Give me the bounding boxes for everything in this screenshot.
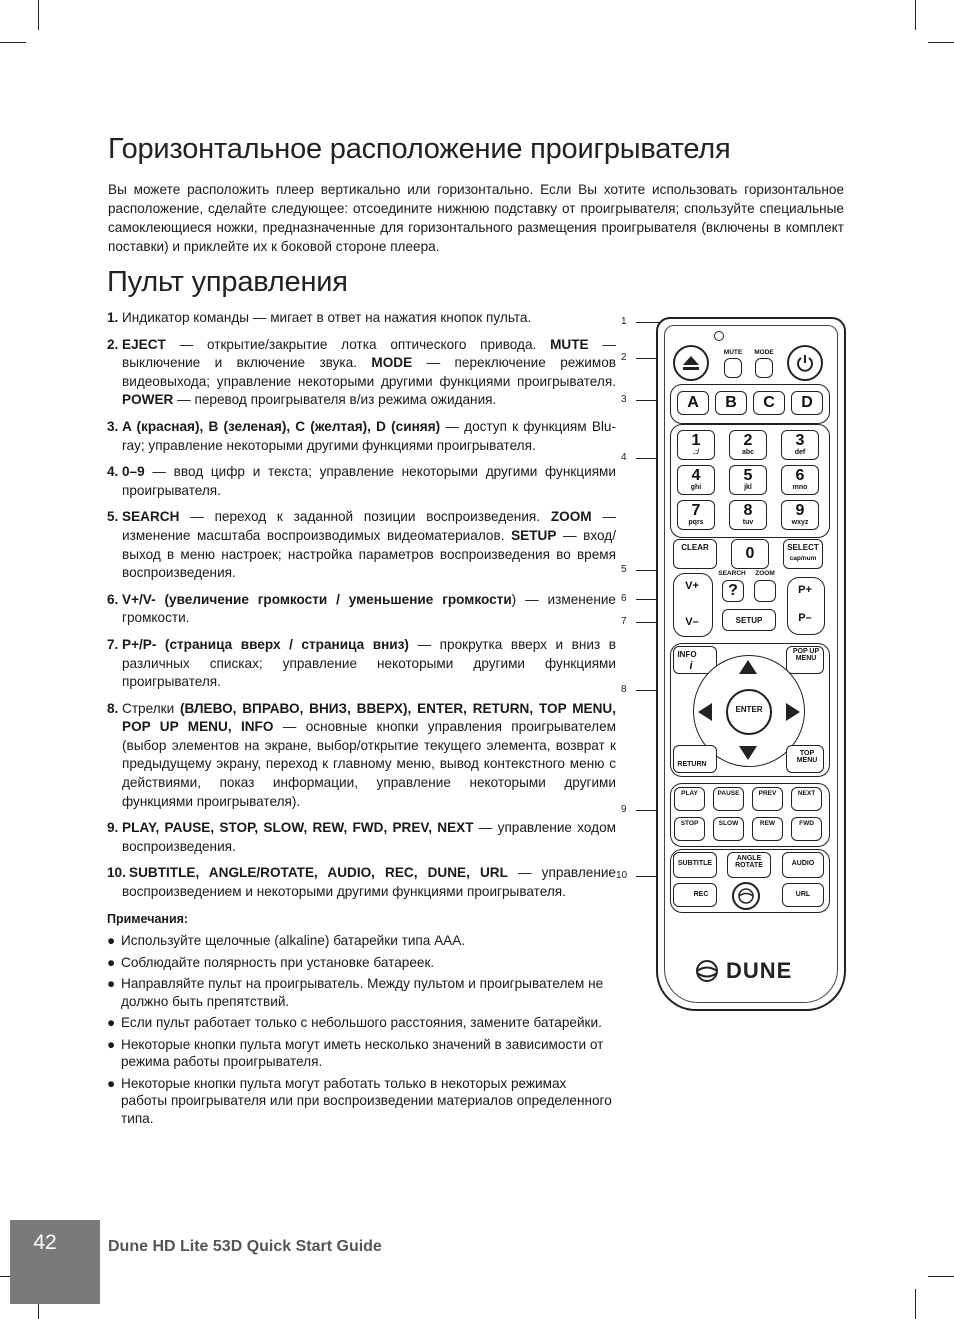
digit-5-button-label: 5 [743,467,753,484]
indicator-led [714,331,724,341]
prev-label: PREV [758,790,777,797]
dune-logo [694,958,792,984]
return-button [673,745,717,773]
angle-rotate-label: ANGLE ROTATE [735,855,763,869]
list-item-text: ) — изменение громкости. [122,591,616,626]
digit-6-button-sublabel: mno [792,484,808,491]
list-item-text: — прокрутка вверх и вниз в различных списках; управление некоторыми другими функциями проигрывателя. [122,636,616,690]
page-down-label: P– [798,612,812,624]
color-button-a [677,391,709,415]
digit-1-button-label: 1 [691,432,701,449]
info-icon: i [689,660,693,672]
subtitle-label: SUBTITLE [677,860,713,867]
digit-8-button-label: 8 [743,502,753,519]
arrow-left-icon [698,703,712,726]
eject-button [673,345,709,381]
digit-3-button [781,430,819,460]
list-item [107,309,616,328]
digit-1-button-sublabel: .:/ [692,449,700,456]
color-button-d [791,391,823,415]
list-item-number: 10. [107,865,126,881]
url-label: URL [795,891,811,898]
zoom-label: ZOOM [755,570,775,577]
callout-number: 6 [621,593,627,604]
list-item-number: 6. [107,591,119,607]
list-item [107,636,616,692]
digit-9-button [781,500,819,530]
list-item-text: — ввод цифр и текста; управление некоторыми другими функциями проигрывателя. [122,464,616,498]
crop-mark [915,1289,916,1319]
bullet-icon: ● [107,1075,116,1091]
list-item-keyword: P+/P- (страница вверх / страница вниз) [122,636,409,652]
digit-5-button-sublabel: jkl [744,484,752,491]
digit-8-button [729,500,767,530]
arrow-up-icon [739,660,757,679]
bullet-icon: ● [107,1015,116,1031]
list-item-keyword: V+/V- (увеличение громкости / уменьшение громкости [122,591,512,607]
page-title: Горизонтальное расположение проигрывателя [108,133,731,165]
list-item-text: — вход/выход в меню настроек; настройка параметров воспроизведения во время воспроизведения. [122,527,616,581]
section-title: Пульт управления [107,266,348,298]
list-item-keyword: SUBTITLE, ANGLE/ROTATE, AUDIO, REC, DUNE, URL [129,865,508,881]
next-label: NEXT [797,790,816,797]
crop-mark [928,1276,954,1277]
digit-9-button-sublabel: wxyz [791,519,809,526]
color-button-a-label: A [687,394,699,411]
color-button-c [753,391,785,415]
note-item [107,1075,616,1128]
digit-2-button-sublabel: abc [741,449,755,456]
list-item-keyword: SETUP [511,527,557,543]
list-item-keyword: MODE [371,355,413,371]
list-item-number: 8. [107,700,119,716]
color-button-d-label: D [801,394,813,411]
note-text: Соблюдайте полярность при установке батареек. [121,954,435,970]
note-text: Используйте щелочные (alkaline) батарейки типа AAA. [121,933,466,949]
bullet-icon: ● [107,954,116,970]
top-menu-label: TOP MENU [796,750,818,764]
zero-button [731,539,769,569]
digit-4-button [677,465,715,495]
list-item-number: 3. [107,418,119,434]
mode-label: MODE [754,349,774,356]
list-item-number: 5. [107,509,119,525]
return-label: RETURN [677,761,707,768]
list-item [107,864,616,901]
color-button-b-label: B [725,394,737,411]
volume-up-label: V+ [685,580,699,592]
crop-mark [0,42,26,43]
list-item-keyword: ZOOM [550,509,592,525]
arrow-down-icon [739,746,757,765]
digit-9-button-label: 9 [795,502,805,519]
bullet-icon: ● [107,976,116,992]
callout-number: 7 [621,616,627,627]
digit-5-button [729,465,767,495]
note-text: Некоторые кнопки пульта могут работать только в некоторых режимах работы проигрывателя или при воспроизведении материалов определенного типа. [121,1075,612,1126]
notes-title: Примечания: [107,911,189,926]
rec-label: REC [693,891,709,898]
list-item-text: — управление ходом воспроизведения. [122,820,616,854]
note-item [107,954,616,972]
callout-number: 2 [621,352,627,363]
crop-mark [38,0,39,30]
fwd-label: FWD [799,820,814,827]
list-item-keyword: SEARCH [122,509,180,525]
dune-logo-text: DUNE [726,958,793,983]
list-item-keyword: A (красная), B (зеленая), C (желтая), D (синяя) [122,418,441,434]
list-item-keyword: EJECT [122,336,166,352]
list-item-number: 4. [107,464,119,480]
clear-label: CLEAR [681,543,709,552]
callout-number: 5 [621,564,627,575]
crop-mark [928,42,954,43]
list-item-number: 2. [107,336,119,352]
search-button [722,580,744,602]
digit-3-button-sublabel: def [794,449,806,456]
page-number: 42 [33,1231,57,1254]
digit-7-button [677,500,715,530]
list-item-keyword: (ВЛЕВО, ВПРАВО, ВНИЗ, ВВЕРХ), ENTER, RETURN, TOP MENU, POP UP MENU, INFO [122,700,616,735]
note-text: Некоторые кнопки пульта могут иметь несколько значений в зависимости от режима работы проигрывателя. [121,1036,604,1070]
dune-logo-icon [694,960,720,982]
color-button-c-label: C [763,394,775,411]
list-item [107,819,616,856]
list-item-keyword: MUTE [550,336,589,352]
list-item-keyword: 0–9 [122,464,145,480]
list-item [107,336,616,410]
digit-4-button-sublabel: ghi [690,484,702,491]
search-label: SEARCH [718,570,746,577]
popup-menu-label: POP UP MENU [792,648,820,662]
digit-6-button [781,465,819,495]
list-item-text: — выключение и включение звука. [122,336,616,371]
crop-mark [915,0,916,30]
note-item [107,932,616,950]
list-item-text: Стрелки [122,700,180,716]
callout-number: 8 [621,684,627,695]
list-item-text: — переход к заданной позиции воспроизведения. [179,509,551,525]
audio-label: AUDIO [791,860,815,867]
digit-4-button-label: 4 [691,467,701,484]
list-item-number: 7. [107,636,119,652]
list-item-text: — переключение режимов видеовыхода; управление некоторыми другими функциями проигрывателя. [122,355,616,389]
power-button [787,345,823,381]
mute-label: MUTE [723,349,743,356]
list-item-keyword: PLAY, PAUSE, STOP, SLOW, REW, FWD, PREV, NEXT [122,820,474,836]
list-item-text: — основные кнопки управления проигрывателем (выбор элементов на экране, выбор/открытие текущего элемента, возврат к предыдущему экрану, переход к главному меню, вывод контекстного меню с действиями, показ информации, управление некоторыми другими функциями проигрывателя). [122,719,617,809]
note-item [107,975,616,1010]
mute-button [724,358,742,378]
info-label: INFO [677,650,697,659]
select-sublabel: cap/num [789,555,817,562]
list-item [107,463,616,500]
arrow-right-icon [786,703,800,726]
intro-paragraph: Вы можете расположить плеер вертикально или горизонтально. Если Вы хотите использовать горизонтальное расположение, сделайте следующее: отсоедините нижнюю подставку от проигрывателя; спользуйте специальные самоклеющиеся ножки, предназначенные для горизонтального размещения проигрывателя (включены в комплект поставки) и приклейте их к боковой стороне плеера. [108,182,844,254]
color-button-b [715,391,747,415]
mode-button [755,358,773,378]
list-item-text: Индикатор команды — мигает в ответ на нажатия кнопок пульта. [122,310,532,325]
digit-7-button-sublabel: pqrs [688,519,704,526]
list-item-keyword: POWER [122,392,174,408]
search-button-label: ? [728,582,738,599]
volume-down-label: V– [685,616,699,628]
callout-number: 9 [621,804,627,815]
callout-number: 10 [616,870,628,881]
digit-1-button [677,430,715,460]
stop-label: STOP [680,820,699,827]
bullet-icon: ● [107,1036,116,1052]
list-item-text: — доступ к функциям Blu-ray; управление некоторыми другими функциями проигрывателя. [122,418,616,453]
page-up-label: P+ [798,584,812,596]
footer-title: Dune HD Lite 53D Quick Start Guide [108,1238,382,1255]
list-item-text: — управление воспроизведением и некоторыми другими функциями проигрывателя. [122,865,616,900]
list-item [107,700,616,812]
list-item-number: 1. [107,310,119,325]
note-item [107,1036,616,1071]
note-text: Направляйте пульт на проигрыватель. Между пультом и проигрывателем не должно быть препятствий. [121,976,604,1009]
select-label: SELECT [787,543,819,552]
setup-label: SETUP [735,616,763,625]
zero-button-label: 0 [745,545,755,562]
bullet-icon: ● [107,933,116,949]
rew-label: REW [759,820,776,827]
digit-3-button-label: 3 [795,432,805,449]
pause-label: PAUSE [717,790,740,797]
list-item [107,508,616,582]
digit-2-button-label: 2 [743,432,753,449]
callout-number: 4 [621,452,627,463]
digit-7-button-label: 7 [691,502,701,519]
list-item [107,591,616,628]
enter-label: ENTER [735,705,763,714]
note-text: Если пульт работает только с небольшого расстояния, замените батарейки. [121,1015,602,1031]
digit-8-button-sublabel: tuv [742,519,754,526]
list-item-text: — изменение масштаба воспроизводимых видеоматериалов. [122,509,617,543]
callout-number: 3 [621,394,627,405]
list-item-text: — перевод проигрывателя в/из режима ожидания. [173,392,497,408]
digit-2-button [729,430,767,460]
list-item-text: — открытие/закрытие лотка оптического привода. [165,336,551,352]
digit-6-button-label: 6 [795,467,805,484]
slow-label: SLOW [718,820,739,827]
list-item-number: 9. [107,820,119,836]
callout-number: 1 [621,316,627,327]
zoom-button [754,580,776,602]
note-item [107,1014,616,1032]
dune-button [732,882,760,910]
button-description-list [107,309,616,1131]
play-label: PLAY [681,790,698,797]
list-item [107,418,616,455]
